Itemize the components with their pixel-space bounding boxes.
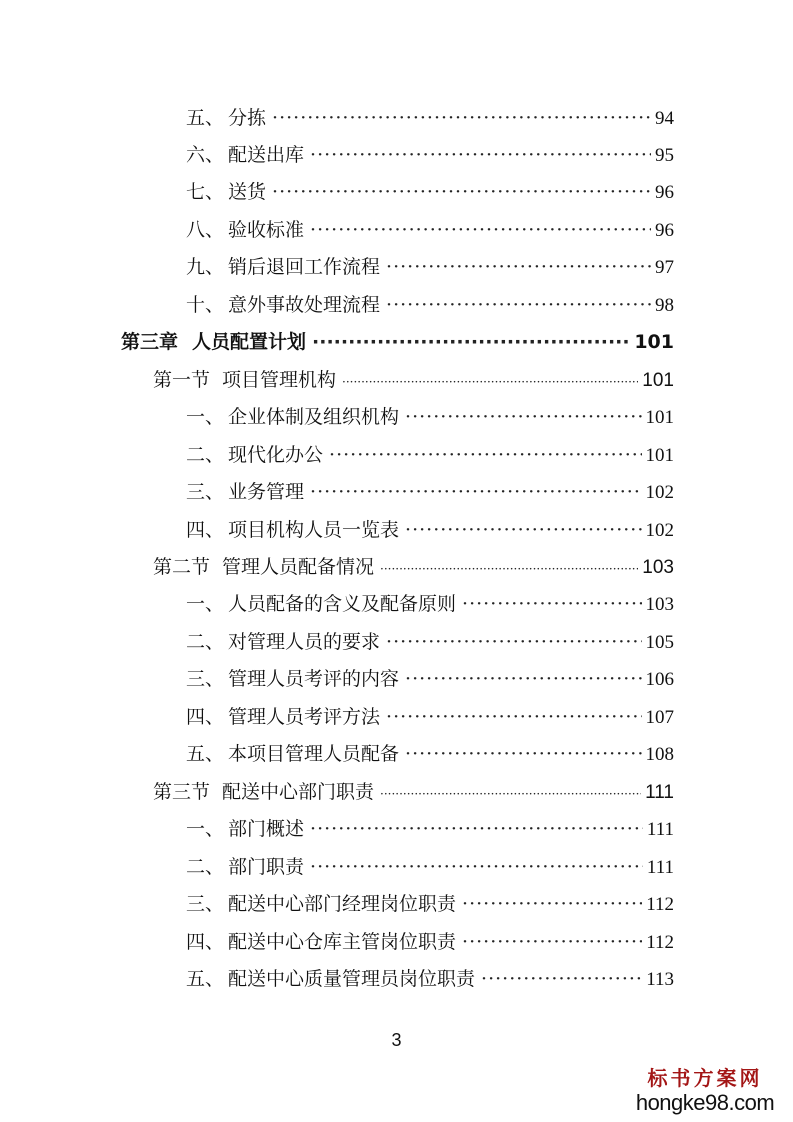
dot-leader: [386, 627, 641, 657]
toc-entry[interactable]: [186, 140, 674, 170]
toc-entry[interactable]: [186, 215, 674, 245]
dot-leader: [386, 702, 641, 732]
toc-entry-number: 一、: [186, 593, 225, 615]
toc-entry-page: 111: [646, 857, 674, 878]
toc-entry[interactable]: [186, 440, 674, 470]
dot-leader: [462, 589, 641, 619]
toc-entry-page: 98: [655, 295, 674, 316]
toc-entry[interactable]: [186, 664, 674, 694]
toc-entry-number: 四、: [186, 706, 225, 728]
dot-leader: [310, 477, 641, 507]
toc-entry-number: 五、: [186, 743, 225, 765]
dot-leader: [386, 252, 651, 282]
toc-entry-page: 96: [655, 220, 674, 241]
toc-entry[interactable]: [186, 852, 674, 882]
toc-entry-number: 九、: [186, 256, 225, 278]
toc-entry-number: 十、: [186, 294, 225, 316]
toc-section-entry[interactable]: [153, 552, 674, 582]
toc-entry[interactable]: [186, 814, 674, 844]
toc-entry[interactable]: [186, 290, 674, 320]
toc-entry-page: 106: [645, 669, 674, 690]
toc-entry-page: 105: [645, 632, 674, 653]
toc-entry-title: 企业体制及组织机构: [228, 406, 400, 428]
toc-chapter-entry[interactable]: [121, 327, 674, 357]
dot-leader: [405, 402, 641, 432]
toc-entry-title: 配送出库: [228, 144, 305, 166]
toc-entry[interactable]: [186, 515, 674, 545]
dot-leader: [310, 215, 651, 245]
toc-entry[interactable]: [186, 103, 674, 133]
toc-entry[interactable]: [186, 964, 674, 994]
dot-leader: [462, 927, 642, 957]
toc-entry[interactable]: [186, 739, 674, 769]
toc-entry-number: 六、: [186, 144, 225, 166]
toc-entry-title: 验收标准: [228, 219, 305, 241]
toc-entry[interactable]: [186, 477, 674, 507]
toc-entry-number: 五、: [186, 107, 225, 129]
toc-entry-page: 95: [655, 145, 674, 166]
toc-entry-page: 97: [655, 257, 674, 278]
toc-entry-title: 管理人员考评的内容: [228, 668, 400, 690]
toc-entry-title: 项目管理机构: [222, 369, 337, 391]
toc-entry-title: 送货: [228, 181, 267, 203]
toc-entry[interactable]: [186, 927, 674, 957]
toc-entry[interactable]: [186, 889, 674, 919]
toc-entry-page: 112: [646, 932, 674, 953]
dot-leader: [380, 554, 638, 584]
toc-entry-number: 第二节: [153, 556, 211, 578]
toc-entry-number: 一、: [186, 406, 225, 428]
toc-entry-title: 部门职责: [228, 856, 305, 878]
toc-entry-title: 销后退回工作流程: [228, 256, 381, 278]
toc-entry-title: 业务管理: [228, 481, 305, 503]
toc-entry-title: 现代化办公: [228, 444, 324, 466]
dot-leader: [462, 889, 642, 919]
toc-entry-page: 113: [646, 969, 674, 990]
toc-entry-number: 八、: [186, 219, 225, 241]
toc-entry[interactable]: [186, 627, 674, 657]
toc-section-entry[interactable]: [153, 777, 674, 807]
toc-entry-page: 94: [655, 108, 674, 129]
toc-entry-number: 二、: [186, 631, 225, 653]
toc-entry-page: 101: [634, 331, 674, 353]
toc-entry-page: 101: [645, 445, 674, 466]
dot-leader: [329, 440, 641, 470]
toc-entry-page: 103: [642, 557, 674, 578]
toc-entry-title: 人员配置计划: [192, 331, 307, 353]
toc-entry-number: 三、: [186, 668, 225, 690]
toc-entry-number: 五、: [186, 968, 225, 990]
toc-entry-title: 配送中心部门经理岗位职责: [228, 893, 457, 915]
toc-entry[interactable]: [186, 252, 674, 282]
dot-leader: [272, 103, 651, 133]
toc-entry-page: 108: [645, 744, 674, 765]
dot-leader: [310, 814, 643, 844]
page-number: 3: [391, 1030, 402, 1050]
toc-entry-page: 102: [645, 482, 674, 503]
toc-entry-number: 第三节: [153, 781, 211, 803]
dot-leader: [405, 739, 641, 769]
toc-entry-title: 人员配备的含义及配备原则: [228, 593, 457, 615]
toc-entry[interactable]: [186, 702, 674, 732]
toc-entry-title: 管理人员配备情况: [222, 556, 375, 578]
toc-section-entry[interactable]: [153, 365, 674, 395]
dot-leader: [405, 515, 641, 545]
dot-leader: [386, 290, 651, 320]
toc-entry-title: 配送中心部门职责: [222, 781, 375, 803]
toc-entry-page: 101: [645, 407, 674, 428]
toc-entry-title: 项目机构人员一览表: [228, 519, 400, 541]
watermark-site-url: hongke98.com: [635, 1090, 775, 1115]
toc-entry-title: 分拣: [228, 107, 267, 129]
toc-entry-page: 111: [646, 819, 674, 840]
toc-entry-page: 101: [642, 370, 674, 391]
toc-entry-page: 96: [655, 182, 674, 203]
toc-entry-title: 管理人员考评方法: [228, 706, 381, 728]
dot-leader: [481, 964, 642, 994]
dot-leader: [380, 779, 641, 809]
toc-entry[interactable]: [186, 589, 674, 619]
toc-entry-page: 103: [645, 594, 674, 615]
toc-entry-number: 二、: [186, 444, 225, 466]
toc-entry-number: 四、: [186, 931, 225, 953]
toc-entry-page: 112: [646, 894, 674, 915]
toc-entry-title: 部门概述: [228, 818, 305, 840]
dot-leader: [405, 664, 641, 694]
toc-entry-title: 对管理人员的要求: [228, 631, 381, 653]
watermark-logo: [635, 1066, 775, 1116]
toc-entry[interactable]: [186, 177, 674, 207]
dot-leader: [310, 852, 643, 882]
toc-entry-number: 第三章: [121, 331, 179, 353]
toc-entry-number: 第一节: [153, 369, 211, 391]
toc-entry-title: 配送中心质量管理员岗位职责: [228, 968, 476, 990]
toc-entry-number: 三、: [186, 893, 225, 915]
toc-entry-number: 二、: [186, 856, 225, 878]
toc-entry-page: 107: [645, 707, 674, 728]
watermark-site-name: 标书方案网: [647, 1066, 763, 1090]
toc-entry-number: 四、: [186, 519, 225, 541]
toc-entry-number: 七、: [186, 181, 225, 203]
toc-entry-number: 一、: [186, 818, 225, 840]
dot-leader: [312, 327, 630, 357]
toc-entry-title: 配送中心仓库主管岗位职责: [228, 931, 457, 953]
dot-leader: [310, 140, 651, 170]
toc-entry-page: 102: [645, 520, 674, 541]
toc-entry-title: 本项目管理人员配备: [228, 743, 400, 765]
toc-entry-page: 111: [645, 782, 674, 803]
toc-entry-title: 意外事故处理流程: [228, 294, 381, 316]
toc-entry-number: 三、: [186, 481, 225, 503]
dot-leader: [342, 367, 638, 397]
dot-leader: [272, 177, 651, 207]
toc-entry[interactable]: [186, 402, 674, 432]
